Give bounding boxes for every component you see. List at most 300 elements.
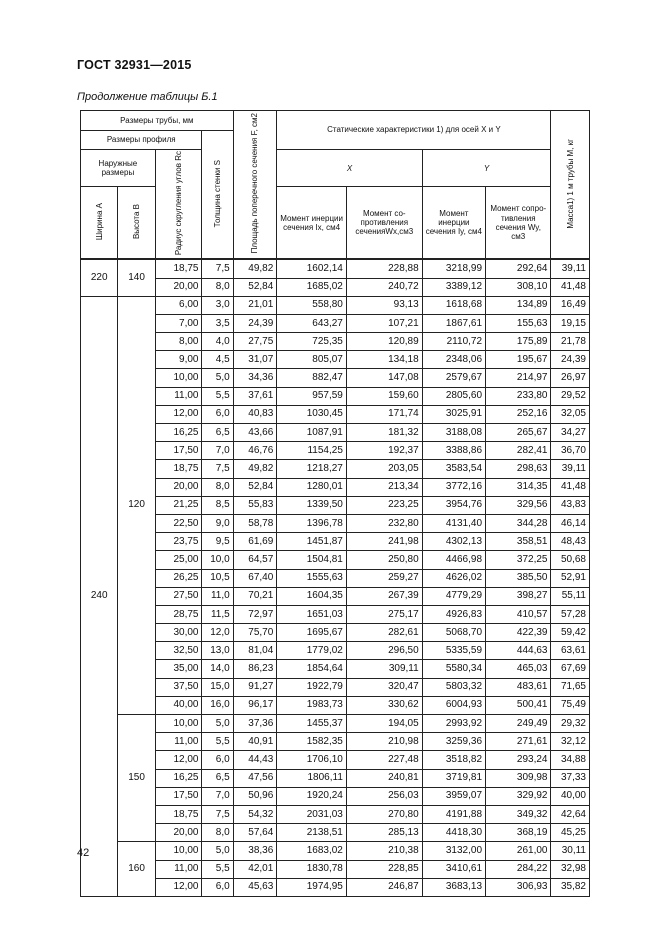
cell-resistance-x: 241,98 — [346, 533, 422, 551]
cell-wall: 5,0 — [202, 369, 233, 387]
cell-inertia-x: 2138,51 — [277, 824, 347, 842]
cell-resistance-y: 465,03 — [486, 660, 551, 678]
table-row — [81, 333, 590, 351]
cell-mass: 34,27 — [551, 424, 590, 442]
cell-wall: 3,0 — [202, 296, 233, 314]
cell-wall: 8,0 — [202, 478, 233, 496]
table-row — [81, 387, 590, 405]
cell-resistance-x: 134,18 — [346, 351, 422, 369]
cell-radius: 8,00 — [155, 333, 202, 351]
table-row — [81, 314, 590, 332]
cell-area: 38,36 — [233, 842, 277, 860]
table-row — [81, 860, 590, 878]
table-row — [81, 751, 590, 769]
cell-radius: 11,00 — [155, 860, 202, 878]
cell-mass: 34,88 — [551, 751, 590, 769]
cell-area: 58,78 — [233, 514, 277, 532]
cell-radius: 35,00 — [155, 660, 202, 678]
cell-inertia-y: 3772,16 — [422, 478, 485, 496]
cell-inertia-x: 882,47 — [277, 369, 347, 387]
cell-resistance-x: 181,32 — [346, 424, 422, 442]
cell-area: 81,04 — [233, 642, 277, 660]
cell-resistance-y: 249,49 — [486, 715, 551, 733]
cell-height: 140 — [118, 259, 155, 296]
cell-mass: 26,97 — [551, 369, 590, 387]
header-resistance-x: Момент со-противления сеченияWx,см3 — [346, 187, 422, 259]
cell-inertia-y: 4926,83 — [422, 605, 485, 623]
cell-resistance-y: 308,10 — [486, 278, 551, 296]
cell-inertia-x: 1154,25 — [277, 442, 347, 460]
cell-area: 75,70 — [233, 624, 277, 642]
cell-inertia-x: 1706,10 — [277, 751, 347, 769]
cell-area: 37,36 — [233, 715, 277, 733]
cell-inertia-x: 643,27 — [277, 314, 347, 332]
cell-resistance-x: 320,47 — [346, 678, 422, 696]
cell-mass: 32,12 — [551, 733, 590, 751]
cell-inertia-x: 725,35 — [277, 333, 347, 351]
cell-radius: 11,00 — [155, 387, 202, 405]
cell-resistance-x: 259,27 — [346, 569, 422, 587]
cell-wall: 7,0 — [202, 442, 233, 460]
header-area: Площадь поперечного сечения F, см2 — [233, 111, 277, 260]
header-inertia-x: Момент инерции сечения Ix, см4 — [277, 187, 347, 259]
cell-inertia-y: 5335,59 — [422, 642, 485, 660]
cell-resistance-x: 232,80 — [346, 514, 422, 532]
header-wall: Толщина стенки S — [202, 131, 233, 260]
cell-radius: 37,50 — [155, 678, 202, 696]
cell-inertia-y: 4302,13 — [422, 533, 485, 551]
cell-mass: 52,91 — [551, 569, 590, 587]
cell-inertia-y: 4779,29 — [422, 587, 485, 605]
cell-radius: 18,75 — [155, 259, 202, 278]
header-axis-x: X — [277, 150, 422, 187]
cell-inertia-x: 1920,24 — [277, 787, 347, 805]
cell-wall: 8,5 — [202, 496, 233, 514]
cell-inertia-y: 3132,00 — [422, 842, 485, 860]
cell-inertia-y: 3259,36 — [422, 733, 485, 751]
table-caption: Продолжение таблицы Б.1 — [77, 91, 218, 103]
table-row — [81, 787, 590, 805]
header-radius: Радиус скругления углов Rc — [155, 150, 202, 260]
header-resistance-y: Момент сопро-тивления сечения Wy, см3 — [486, 187, 551, 259]
table-row — [81, 642, 590, 660]
cell-wall: 4,5 — [202, 351, 233, 369]
cell-inertia-x: 1922,79 — [277, 678, 347, 696]
cell-resistance-x: 194,05 — [346, 715, 422, 733]
cell-wall: 7,5 — [202, 805, 233, 823]
cell-resistance-y: 195,67 — [486, 351, 551, 369]
cell-resistance-x: 228,85 — [346, 860, 422, 878]
cell-inertia-y: 4466,98 — [422, 551, 485, 569]
cell-wall: 4,0 — [202, 333, 233, 351]
cell-inertia-x: 1087,91 — [277, 424, 347, 442]
cell-area: 47,56 — [233, 769, 277, 787]
cell-inertia-x: 1974,95 — [277, 878, 347, 896]
cell-inertia-x: 1779,02 — [277, 642, 347, 660]
cell-resistance-y: 398,27 — [486, 587, 551, 605]
cell-inertia-x: 1396,78 — [277, 514, 347, 532]
cell-wall: 10,0 — [202, 551, 233, 569]
cell-area: 52,84 — [233, 478, 277, 496]
table-row — [81, 678, 590, 696]
cell-area: 49,82 — [233, 259, 277, 278]
cell-wall: 12,0 — [202, 624, 233, 642]
cell-resistance-x: 159,60 — [346, 387, 422, 405]
cell-area: 24,39 — [233, 314, 277, 332]
cell-mass: 29,32 — [551, 715, 590, 733]
cell-resistance-y: 329,56 — [486, 496, 551, 514]
cell-area: 42,01 — [233, 860, 277, 878]
cell-inertia-x: 1685,02 — [277, 278, 347, 296]
cell-resistance-y: 252,16 — [486, 405, 551, 423]
cell-wall: 8,0 — [202, 278, 233, 296]
header-static: Статические характеристики 1) для осей X и Y — [277, 111, 551, 150]
cell-resistance-x: 240,72 — [346, 278, 422, 296]
cell-mass: 16,49 — [551, 296, 590, 314]
cell-mass: 41,48 — [551, 278, 590, 296]
cell-mass: 57,28 — [551, 605, 590, 623]
header-height: Высота B — [118, 187, 155, 259]
cell-radius: 40,00 — [155, 696, 202, 714]
cell-mass: 40,00 — [551, 787, 590, 805]
cell-resistance-x: 250,80 — [346, 551, 422, 569]
cell-resistance-x: 267,39 — [346, 587, 422, 605]
cell-resistance-y: 444,63 — [486, 642, 551, 660]
cell-resistance-y: 298,63 — [486, 460, 551, 478]
header-axis-y: Y — [422, 150, 551, 187]
cell-radius: 26,25 — [155, 569, 202, 587]
cell-mass: 48,43 — [551, 533, 590, 551]
cell-resistance-y: 385,50 — [486, 569, 551, 587]
cell-inertia-x: 1339,50 — [277, 496, 347, 514]
cell-resistance-x: 210,38 — [346, 842, 422, 860]
cell-wall: 11,5 — [202, 605, 233, 623]
cell-resistance-y: 265,67 — [486, 424, 551, 442]
cell-resistance-x: 147,08 — [346, 369, 422, 387]
cell-resistance-x: 203,05 — [346, 460, 422, 478]
cell-inertia-y: 3683,13 — [422, 878, 485, 896]
cell-resistance-x: 296,50 — [346, 642, 422, 660]
cell-mass: 30,11 — [551, 842, 590, 860]
cell-area: 45,63 — [233, 878, 277, 896]
cell-inertia-x: 558,80 — [277, 296, 347, 314]
table-row — [81, 533, 590, 551]
cell-radius: 6,00 — [155, 296, 202, 314]
cell-mass: 21,78 — [551, 333, 590, 351]
table-row — [81, 351, 590, 369]
cell-inertia-y: 2579,67 — [422, 369, 485, 387]
cell-inertia-x: 1854,64 — [277, 660, 347, 678]
cell-resistance-x: 171,74 — [346, 405, 422, 423]
cell-area: 57,64 — [233, 824, 277, 842]
cell-inertia-x: 805,07 — [277, 351, 347, 369]
cell-mass: 29,52 — [551, 387, 590, 405]
cell-wall: 6,0 — [202, 751, 233, 769]
table-row — [81, 715, 590, 733]
cell-resistance-y: 329,92 — [486, 787, 551, 805]
cell-wall: 9,5 — [202, 533, 233, 551]
cell-mass: 39,11 — [551, 259, 590, 278]
header-profile-sizes: Размеры профиля — [81, 131, 202, 150]
cell-resistance-y: 309,98 — [486, 769, 551, 787]
cell-inertia-x: 1582,35 — [277, 733, 347, 751]
cell-inertia-y: 1618,68 — [422, 296, 485, 314]
cell-inertia-x: 1030,45 — [277, 405, 347, 423]
cell-wall: 6,5 — [202, 424, 233, 442]
table-row — [81, 424, 590, 442]
cell-mass: 32,05 — [551, 405, 590, 423]
cell-resistance-y: 349,32 — [486, 805, 551, 823]
cell-area: 21,01 — [233, 296, 277, 314]
cell-mass: 75,49 — [551, 696, 590, 714]
cell-inertia-y: 2348,06 — [422, 351, 485, 369]
cell-mass: 35,82 — [551, 878, 590, 896]
cell-radius: 18,75 — [155, 805, 202, 823]
cell-wall: 8,0 — [202, 824, 233, 842]
cell-inertia-x: 1280,01 — [277, 478, 347, 496]
cell-resistance-y: 134,89 — [486, 296, 551, 314]
cell-inertia-y: 3410,61 — [422, 860, 485, 878]
cell-radius: 22,50 — [155, 514, 202, 532]
cell-resistance-x: 285,13 — [346, 824, 422, 842]
header-outer-sizes: Наружные размеры — [81, 150, 156, 187]
cell-wall: 9,0 — [202, 514, 233, 532]
cell-resistance-y: 410,57 — [486, 605, 551, 623]
table-row — [81, 514, 590, 532]
cell-radius: 17,50 — [155, 787, 202, 805]
cell-wall: 3,5 — [202, 314, 233, 332]
table-row — [81, 587, 590, 605]
cell-area: 54,32 — [233, 805, 277, 823]
cell-radius: 10,00 — [155, 842, 202, 860]
cell-mass: 43,83 — [551, 496, 590, 514]
cell-radius: 12,00 — [155, 405, 202, 423]
cell-area: 40,91 — [233, 733, 277, 751]
cell-radius: 11,00 — [155, 733, 202, 751]
cell-inertia-y: 3583,54 — [422, 460, 485, 478]
cell-inertia-y: 3719,81 — [422, 769, 485, 787]
cell-inertia-x: 1455,37 — [277, 715, 347, 733]
table-row — [81, 660, 590, 678]
cell-mass: 42,64 — [551, 805, 590, 823]
cell-inertia-x: 1695,67 — [277, 624, 347, 642]
cell-resistance-x: 275,17 — [346, 605, 422, 623]
cell-wall: 6,0 — [202, 878, 233, 896]
cell-width: 240 — [81, 296, 118, 896]
table-row — [81, 696, 590, 714]
cell-resistance-x: 246,87 — [346, 878, 422, 896]
table-row — [81, 460, 590, 478]
cell-area: 96,17 — [233, 696, 277, 714]
cell-wall: 5,5 — [202, 860, 233, 878]
cell-radius: 10,00 — [155, 715, 202, 733]
table-row — [81, 878, 590, 896]
cell-inertia-x: 1451,87 — [277, 533, 347, 551]
cell-inertia-x: 1651,03 — [277, 605, 347, 623]
cell-resistance-x: 240,81 — [346, 769, 422, 787]
cell-wall: 7,5 — [202, 259, 233, 278]
cell-resistance-y: 358,51 — [486, 533, 551, 551]
cell-inertia-y: 2805,60 — [422, 387, 485, 405]
cell-resistance-x: 227,48 — [346, 751, 422, 769]
cell-radius: 30,00 — [155, 624, 202, 642]
cell-area: 40,83 — [233, 405, 277, 423]
cell-area: 49,82 — [233, 460, 277, 478]
header-mass: Масса1) 1 м трубы M, кг — [551, 111, 590, 260]
cell-inertia-x: 1830,78 — [277, 860, 347, 878]
cell-resistance-x: 93,13 — [346, 296, 422, 314]
cell-area: 70,21 — [233, 587, 277, 605]
cell-mass: 37,33 — [551, 769, 590, 787]
cell-resistance-x: 330,62 — [346, 696, 422, 714]
cell-resistance-x: 210,98 — [346, 733, 422, 751]
cell-area: 86,23 — [233, 660, 277, 678]
cell-resistance-x: 256,03 — [346, 787, 422, 805]
cell-wall: 10,5 — [202, 569, 233, 587]
cell-resistance-y: 292,64 — [486, 259, 551, 278]
cell-inertia-x: 957,59 — [277, 387, 347, 405]
cell-radius: 12,00 — [155, 878, 202, 896]
cell-area: 91,27 — [233, 678, 277, 696]
cell-radius: 27,50 — [155, 587, 202, 605]
cell-inertia-x: 1983,73 — [277, 696, 347, 714]
cell-height: 120 — [118, 296, 155, 714]
cell-wall: 5,5 — [202, 733, 233, 751]
data-table — [80, 110, 590, 897]
table-row — [81, 442, 590, 460]
cell-inertia-y: 3388,86 — [422, 442, 485, 460]
cell-radius: 18,75 — [155, 460, 202, 478]
cell-resistance-x: 213,34 — [346, 478, 422, 496]
cell-radius: 9,00 — [155, 351, 202, 369]
cell-wall: 7,5 — [202, 460, 233, 478]
cell-resistance-x: 270,80 — [346, 805, 422, 823]
cell-resistance-x: 228,88 — [346, 259, 422, 278]
cell-area: 61,69 — [233, 533, 277, 551]
cell-wall: 11,0 — [202, 587, 233, 605]
cell-mass: 67,69 — [551, 660, 590, 678]
cell-radius: 16,25 — [155, 769, 202, 787]
cell-area: 72,97 — [233, 605, 277, 623]
cell-resistance-y: 233,80 — [486, 387, 551, 405]
cell-radius: 28,75 — [155, 605, 202, 623]
cell-inertia-y: 3518,82 — [422, 751, 485, 769]
cell-wall: 15,0 — [202, 678, 233, 696]
table-row — [81, 278, 590, 296]
cell-inertia-y: 4626,02 — [422, 569, 485, 587]
table-row — [81, 824, 590, 842]
cell-inertia-y: 2993,92 — [422, 715, 485, 733]
cell-inertia-x: 2031,03 — [277, 805, 347, 823]
cell-area: 55,83 — [233, 496, 277, 514]
cell-resistance-x: 223,25 — [346, 496, 422, 514]
cell-resistance-x: 120,89 — [346, 333, 422, 351]
cell-inertia-y: 3025,91 — [422, 405, 485, 423]
cell-resistance-x: 309,11 — [346, 660, 422, 678]
document-title: ГОСТ 32931—2015 — [77, 58, 192, 72]
cell-wall: 6,5 — [202, 769, 233, 787]
header-inertia-y: Момент инерции сечения Iy, см4 — [422, 187, 485, 259]
cell-inertia-y: 4418,30 — [422, 824, 485, 842]
cell-inertia-x: 1218,27 — [277, 460, 347, 478]
cell-resistance-y: 271,61 — [486, 733, 551, 751]
table-row — [81, 569, 590, 587]
table-row — [81, 478, 590, 496]
cell-height: 150 — [118, 715, 155, 842]
cell-inertia-y: 3954,76 — [422, 496, 485, 514]
cell-inertia-x: 1683,02 — [277, 842, 347, 860]
cell-resistance-y: 175,89 — [486, 333, 551, 351]
cell-resistance-y: 282,41 — [486, 442, 551, 460]
cell-mass: 36,70 — [551, 442, 590, 460]
cell-inertia-x: 1504,81 — [277, 551, 347, 569]
cell-mass: 24,39 — [551, 351, 590, 369]
table-row — [81, 624, 590, 642]
cell-radius: 20,00 — [155, 824, 202, 842]
cell-resistance-y: 261,00 — [486, 842, 551, 860]
cell-wall: 6,0 — [202, 405, 233, 423]
cell-inertia-y: 4191,88 — [422, 805, 485, 823]
table-row — [81, 496, 590, 514]
cell-mass: 55,11 — [551, 587, 590, 605]
cell-mass: 50,68 — [551, 551, 590, 569]
cell-radius: 20,00 — [155, 478, 202, 496]
cell-wall: 5,0 — [202, 715, 233, 733]
table-body — [81, 259, 590, 896]
cell-inertia-y: 4131,40 — [422, 514, 485, 532]
cell-inertia-y: 3188,08 — [422, 424, 485, 442]
cell-radius: 17,50 — [155, 442, 202, 460]
cell-area: 64,57 — [233, 551, 277, 569]
cell-resistance-x: 107,21 — [346, 314, 422, 332]
cell-area: 46,76 — [233, 442, 277, 460]
cell-inertia-x: 1604,35 — [277, 587, 347, 605]
table-row — [81, 369, 590, 387]
cell-mass: 46,14 — [551, 514, 590, 532]
cell-mass: 32,98 — [551, 860, 590, 878]
cell-mass: 59,42 — [551, 624, 590, 642]
cell-resistance-y: 155,63 — [486, 314, 551, 332]
cell-inertia-y: 5803,32 — [422, 678, 485, 696]
cell-inertia-y: 3959,07 — [422, 787, 485, 805]
cell-radius: 20,00 — [155, 278, 202, 296]
cell-radius: 25,00 — [155, 551, 202, 569]
cell-inertia-y: 6004,93 — [422, 696, 485, 714]
cell-mass: 39,11 — [551, 460, 590, 478]
cell-radius: 23,75 — [155, 533, 202, 551]
cell-radius: 7,00 — [155, 314, 202, 332]
cell-mass: 71,65 — [551, 678, 590, 696]
cell-area: 44,43 — [233, 751, 277, 769]
cell-resistance-y: 500,41 — [486, 696, 551, 714]
cell-resistance-y: 214,97 — [486, 369, 551, 387]
cell-area: 27,75 — [233, 333, 277, 351]
cell-height: 160 — [118, 842, 155, 897]
cell-wall: 7,0 — [202, 787, 233, 805]
cell-radius: 16,25 — [155, 424, 202, 442]
table-row — [81, 551, 590, 569]
table-row — [81, 842, 590, 860]
cell-resistance-x: 192,37 — [346, 442, 422, 460]
cell-resistance-y: 314,35 — [486, 478, 551, 496]
cell-inertia-y: 5068,70 — [422, 624, 485, 642]
cell-inertia-y: 2110,72 — [422, 333, 485, 351]
header-width: Ширина A — [81, 187, 118, 259]
cell-resistance-y: 422,39 — [486, 624, 551, 642]
cell-inertia-x: 1806,11 — [277, 769, 347, 787]
cell-resistance-y: 306,93 — [486, 878, 551, 896]
cell-resistance-y: 344,28 — [486, 514, 551, 532]
